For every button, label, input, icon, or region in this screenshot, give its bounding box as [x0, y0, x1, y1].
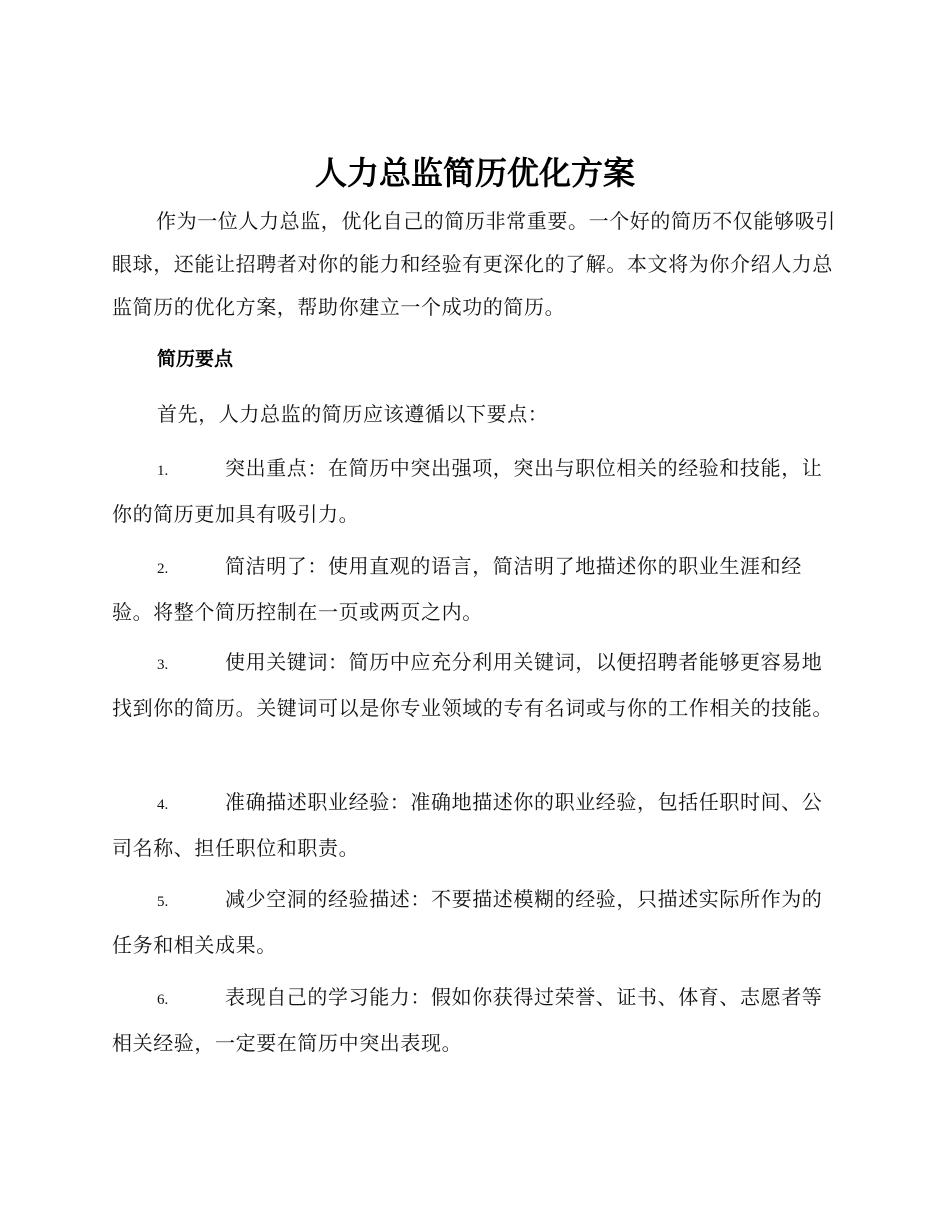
list-item — [112, 781, 838, 870]
list-item-text: 简洁明了：使用直观的语言，简洁明了地描述你的职业生涯和经验。将整个简历控制在一页或两页之内。 — [112, 554, 802, 624]
list-item-number: 2. — [157, 561, 169, 577]
lead-paragraph: 首先，人力总监的简历应该遵循以下要点： — [157, 402, 549, 426]
list-item-text: 表现自己的学习能力：假如你获得过荣誉、证书、体育、志愿者等相关经验，一定要在简历中突出表现。 — [112, 985, 823, 1055]
list-item — [112, 976, 838, 1065]
list-item-number: 6. — [157, 992, 169, 1008]
list-item-text: 减少空洞的经验描述：不要描述模糊的经验，只描述实际所作为的任务和相关成果。 — [112, 887, 823, 957]
list-item — [112, 878, 838, 967]
document-title: 人力总监简历优化方案 — [314, 154, 635, 192]
list-item — [112, 641, 838, 730]
list-item-number: 3. — [157, 657, 169, 673]
section-heading: 简历要点 — [157, 348, 234, 370]
list-item-text: 准确描述职业经验：准确地描述你的职业经验，包括任职时间、公司名称、担任职位和职责。 — [112, 790, 823, 860]
list-item-text: 突出重点：在简历中突出强项，突出与职位相关的经验和技能，让你的简历更加具有吸引力。 — [112, 456, 823, 526]
intro-paragraph: 作为一位人力总监，优化自己的简历非常重要。一个好的简历不仅能够吸引眼球，还能让招聘者对你的能力和经验有更深化的了解。本文将为你介绍人力总监简历的优化方案，帮助你建立一个成功的简历。 — [112, 209, 836, 319]
list-item — [112, 545, 838, 634]
list-item-number: 1. — [157, 463, 169, 479]
list-item-text: 使用关键词：简历中应充分利用关键词，以便招聘者能够更容易地找到你的简历。关键词可以是你专业领域的专有名词或与你的工作相关的技能。 — [112, 650, 833, 720]
list-item — [112, 447, 838, 536]
list-item-number: 5. — [157, 894, 169, 910]
list-item-number: 4. — [157, 797, 169, 813]
